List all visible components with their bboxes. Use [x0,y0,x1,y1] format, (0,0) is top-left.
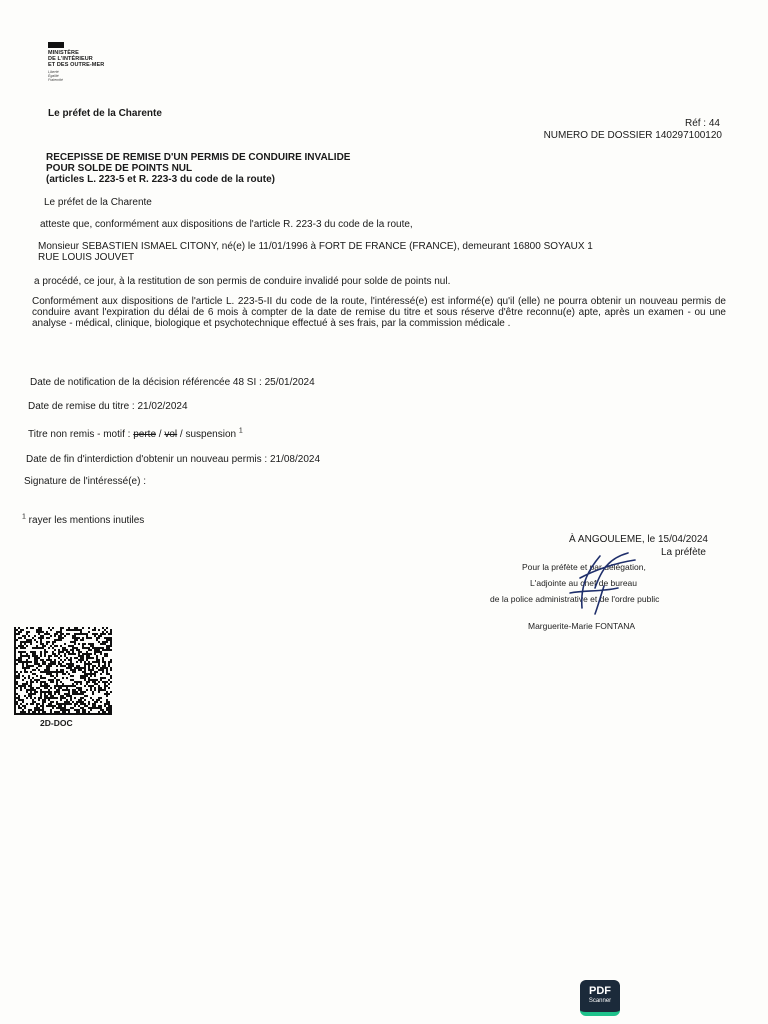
doc-title-line3: (articles L. 223-5 et R. 223-3 du code de la route) [46,174,275,185]
delegation-line1: Pour la préfète et par délégation, [522,562,646,572]
badge-line2: Scanner [588,998,612,1004]
notification-date: Date de notification de la décision référencée 48 SI : 25/01/2024 [30,377,315,388]
footnote-mark: 1 [22,513,26,521]
person-line1: Monsieur SEBASTIEN ISMAEL CITONY, né(e) le 11/01/1996 à FORT DE FRANCE (FRANCE), demeurant 16800 SOYAUX 1 [38,241,593,252]
restitution: a procédé, ce jour, à la restitution de son permis de conduire invalidé pour solde de points nul. [34,276,451,287]
body-atteste: atteste que, conformément aux dispositions de l'article R. 223-3 du code de la route, [40,219,413,230]
signer-role: La préfète [660,547,706,558]
reference: Réf : 44 [684,118,720,129]
2d-doc-barcode [14,627,112,715]
ministry-line-3: ET DES OUTRE-MER [48,62,105,68]
person-line2: RUE LOUIS JOUVET [38,252,135,263]
motif-prefix: Titre non remis - motif : [28,429,134,440]
pdf-scanner-badge [580,980,620,1016]
motif-perte: perte [133,429,157,440]
ministry-line-1: MINISTÈRE [48,50,79,56]
motif-vol: vol [164,429,178,440]
motif-line [28,429,243,441]
marianne-emblem [48,42,64,48]
motto-fraternite: Fraternité [48,78,63,82]
place-date: À ANGOULEME, le 15/04/2024 [569,534,708,545]
dossier-number: NUMERO DE DOSSIER 140297100120 [543,130,722,141]
doc-title-line1: RECEPISSE DE REMISE D'UN PERMIS DE CONDUIRE INVALIDE [46,152,351,163]
handwritten-signature [540,548,650,618]
fin-interdiction-date: Date de fin d'interdiction d'obtenir un nouveau permis : 21/08/2024 [26,454,321,465]
motif-sep: / [156,429,165,440]
signature-interesse: Signature de l'intéressé(e) : [24,476,146,487]
footnote-ref: 1 [238,427,243,435]
conformement-paragraph: Conformément aux dispositions de l'article L. 223-5-II du code de la route, l'intéressé(e) est informé(e) qu'il (elle) ne pourra obtenir un nouveau permis de conduire avant l'expiration du délai de 6 mois à compter de la date de remise du titre et sous réserve d'être reconnu(e) apte, après un examen - ou une analyse - médical, clinique, biologique et psychotechnique effectué à ses frais, par la commission médicale . [32,296,726,329]
doc-title-line2: POUR SOLDE DE POINTS NUL [46,163,193,174]
ministry-line-2: DE L'INTÉRIEUR [48,56,93,62]
signer-name: Marguerite-Marie FONTANA [528,621,636,631]
motto-egalite: Égalité [48,74,59,78]
badge-line1: PDF [589,985,611,997]
header-prefet: Le préfet de la Charente [48,108,162,119]
remise-date: Date de remise du titre : 21/02/2024 [28,401,188,412]
barcode-label: 2D-DOC [40,718,73,728]
delegation-line2: L'adjointe au chef de bureau [530,578,638,588]
ministry-logo [48,42,128,82]
footnote-text: rayer les mentions inutiles [25,515,145,526]
delegation-line3: de la police administrative et de l'ordre public [490,594,660,604]
body-prefet: Le préfet de la Charente [44,197,152,208]
footnote [22,515,144,527]
motto-liberte: Liberté [48,70,59,74]
motif-suspension: / suspension [177,429,239,440]
